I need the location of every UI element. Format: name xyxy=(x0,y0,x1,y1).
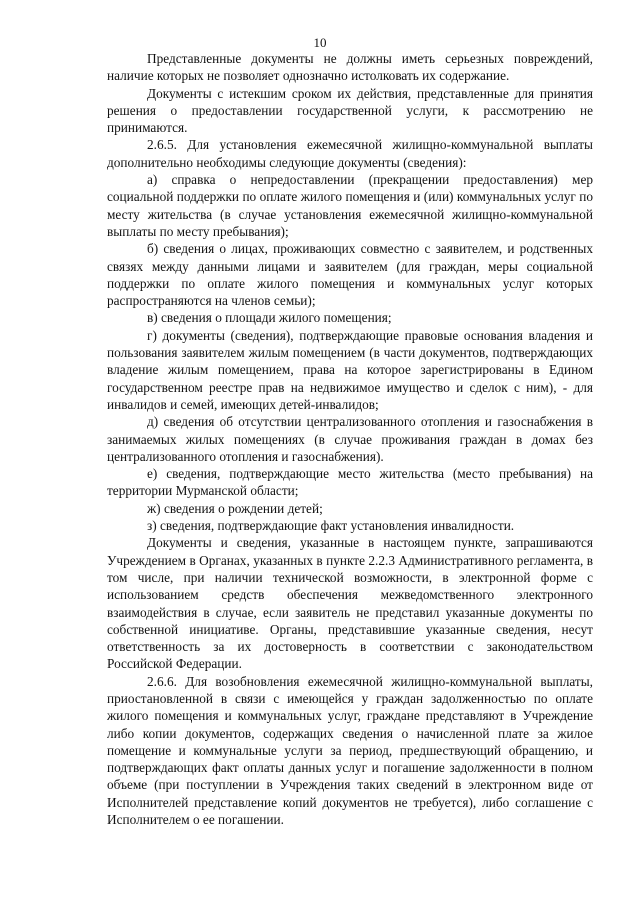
paragraph-documents-integrity: Представленные документы не должны иметь серьезных повреждений, наличие которых не позволяет однозначно истолковать их содержание. xyxy=(107,51,593,84)
paragraph-2-6-6: 2.6.6. Для возобновления ежемесячной жилищно-коммунальной выплаты, приостановленной в связи с имеющейся у граждан задолженностью по оплате жилого помещения и коммунальных услуг, граждане представляют в Учреждение либо копии документов, содержащих сведения о начисленной плате за жилое помещение и коммунальные услуги за период, предшествующий обращению, и подтверждающих факт оплаты данных услуг и погашение задолженности в полном объеме (при поступлении в Учреждения таких сведений в электронном виде от Исполнителей представление копий документов не требуется), либо соглашение с Исполнителем о ее погашении. xyxy=(107,673,593,828)
list-item-e: е) сведения, подтверждающие место жительства (место пребывания) на территории Мурманской области; xyxy=(107,466,593,499)
list-item-v: в) сведения о площади жилого помещения; xyxy=(147,310,392,326)
paragraph-expired-documents: Документы с истекшим сроком их действия, представленные для принятия решения о предоставлении государственной услуги, к рассмотрению не принимаются. xyxy=(107,85,593,136)
paragraph-2-6-5: 2.6.5. Для установления ежемесячной жилищно-коммунальной выплаты дополнительно необходимы следующие документы (сведения): xyxy=(107,137,593,170)
list-item-z: з) сведения, подтверждающие факт установления инвалидности. xyxy=(147,518,515,534)
list-item-a: а) справка о непредоставлении (прекращении предоставления) мер социальной поддержки по оплате жилого помещения и (или) коммунальных услуг по месту жительства (в случае установления ежемесячной жилищно-коммунальной выплаты по месту пребывания); xyxy=(107,172,593,239)
list-item-d: д) сведения об отсутствии централизованного отопления и газоснабжения в занимаемых жилых помещениях (в случае проживания граждан в домах без централизованного отопления и газоснабжения). xyxy=(107,414,593,464)
list-item-b: б) сведения о лицах, проживающих совместно с заявителем, и родственных связях между данными лицами и заявителем (для граждан, меры социальной поддержки по оплате жилого помещения и коммунальных услуг которых распространяются на членов семьи); xyxy=(107,241,593,309)
document-body xyxy=(107,50,593,828)
paragraph-interagency-request: Документы и сведения, указанные в настоящем пункте, запрашиваются Учреждением в Органах, указанных в пункте 2.2.3 Административного регламента, в том числе, при наличии технической возможности, в электронной форме с использованием средств обеспечения межведомственного электронного взаимодействия в случае, если заявитель не представил указанные документы по собственной инициативе. Органы, представившие указанные сведения, несут ответственность за их достоверность в соответствии с законодательством Российской Федерации. xyxy=(107,535,593,672)
list-item-zh: ж) сведения о рождении детей; xyxy=(147,500,323,516)
page-number: 10 xyxy=(313,35,327,50)
list-item-g: г) документы (сведения), подтверждающие правовые основания владения и пользования заявителем жилым помещением (в части документов, подтверждающих владение жилым помещением, права на которое зарегистрированы в Едином государственном реестре прав на недвижимое имущество и сделок с ним), - для инвалидов и семей, имеющих детей-инвалидов; xyxy=(107,327,593,412)
